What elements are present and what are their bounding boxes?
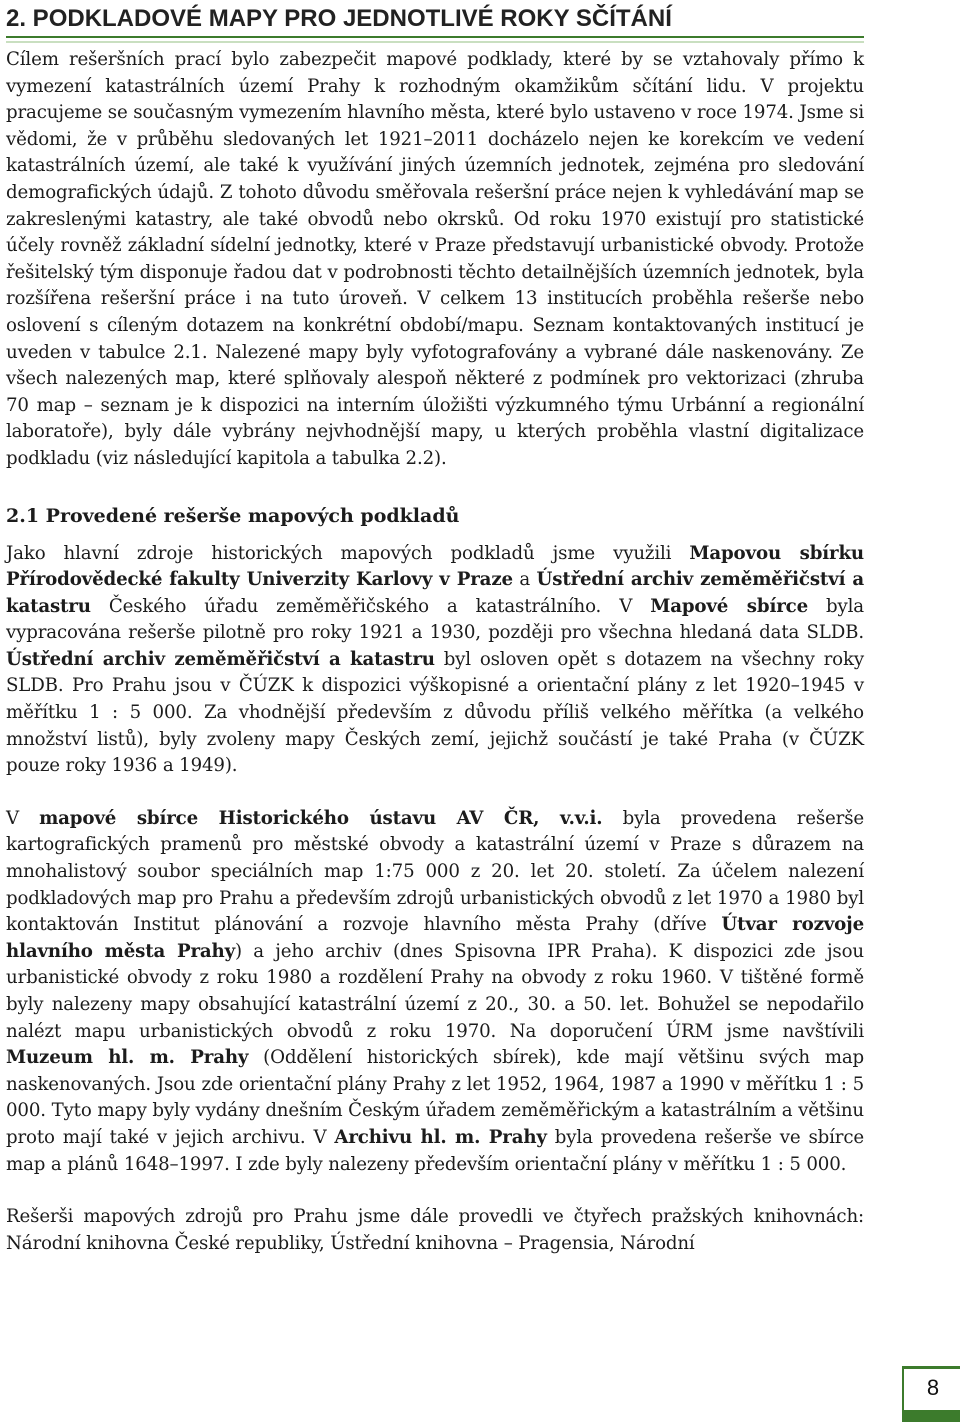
intro-sentence-2: Jsme si vědomi, že v průběhu sledovaných let 1921–2011 docházelo nejen ke korekcím ve vedení katastrálních území, ale také k využívání jiných územních jednotek, zejména pro sledování demografických údajů. Z tohoto důvodu směřovala rešeršní práce nejen k vyhledávání map se zakreslenými katastry, ale také obvodů nebo okrsků. Od roku 1970 existují pro statistické účely rovněž základní sídelní jednotky, které v Praze představují urbanistické obvody. Protože řešitelský tým disponuje řadou dat v podrobnosti těchto detailnějších územních jednotek, byla rozšířena rešeršní práce i na tuto úroveň. V celkem 13 institucích proběhla rešerše nebo oslovení s cíleným dotazem na konkrétní období/mapu. Seznam kontaktovaných institucí je uveden v tabulce 2.1. Nalezené mapy byly vyfotografovány a vybrané dále naskenovány. Ze všech nalezených map, které splňovaly alespoň některé z podmínek pro vektorizaci (zhruba 70 map – seznam je k dispozici na interním úložišti výzkumného týmu Urbánní a regionální laboratoře), byly dále vybrány nejvhodnější mapy, u kterých proběhla vlastní digitalizace podkladu (viz následující kapitola a tabulka 2.2). [6,102,865,469]
text-run: byla provedena rešerše kartografických pramenů pro městské obvody a katastrální území v Praze s důrazem na mnohalistový soubor speciálních map 1:75 000 z 20. let 20. století. Za účelem nalezení podkladových map pro Prahu a především zdrojů urbanistických obvodů z let 1970 a 1980 byl kontaktován Institut plánování a rozvoje hlavního města Prahy (dříve [6,807,864,936]
document-page [6,0,864,1257]
text-run: V [6,807,40,829]
text-run: Českého úřadu zeměměřičského a katastrálního. V [90,595,651,617]
chapter-title: 2. PODKLADOVÉ MAPY PRO JEDNOTLIVÉ ROKY SČÍTÁNÍ [6,2,864,38]
bold-institution: Archivu hl. m. Prahy [334,1126,547,1148]
text-run: ) a jeho archiv (dnes Spisovna IPR Praha). K dispozici zde jsou urbanistické obvody z roku 1980 a rozdělení Prahy na obvody z roku 1960. V tištěné formě byly nalezeny mapy obsahující katastrální území z 20., 30. a 50. let. Bohužel se nepodařilo nalézt mapu urbanistických obvodů z roku 1970. Na doporučení ÚRM jsme navštívili [6,940,864,1042]
text-run: (Oddělení historických sbírek), kde mají většinu svých map naskenovaných. Jsou zde orientační plány Prahy z let 1952, 1964, 1987 a 1990 v měřítku 1 : 5 000. Tyto mapy byly vydány dnešním Českým úřadem zeměměřickým a katastrálním a většinu proto mají také v jejich archivu. V [6,1047,865,1148]
intro-paragraph [6,47,864,473]
bold-institution: Ústřední archiv zeměměřičství a katastru [6,569,864,617]
text-run: a [512,569,537,591]
text-run: Jako hlavní zdroje historických mapových podkladů jsme využili [6,542,690,564]
text-run: byl osloven opět s dotazem na všechny roky SLDB. Pro Prahu jsou v ČÚZK k dispozici výškopisné a orientační plány z let 1920–1945 v měřítku 1 : 5 000. Za vhodnější především z důvodu příliš velkého měřítka (a velkého množství listů), byly zvoleny mapy Českých zemí, jejichž součástí je také Praha (v ČÚZK pouze roky 1936 a 1949). [6,648,864,777]
history-paragraph [6,806,864,1178]
bold-institution: Mapové sbírce [650,595,808,617]
title-underline [6,41,864,43]
intro-sentence-1: Cílem rešeršních prací bylo zabezpečit mapové podklady, které by se vztahovaly přímo k vymezení katastrálních území Prahy k rozhodným okamžikům sčítání lidu. V projektu pracujeme se současným vymezením hlavního města, které bylo ustaveno v roce 1974. [6,49,864,124]
bold-institution: Ústřední archiv zeměměřičství a katastru [6,648,435,670]
bold-institution: mapové sbírce Historického ústavu AV ČR, v.v.i. [39,807,603,829]
page-number: 8 [902,1366,960,1422]
bold-institution: Muzeum hl. m. Prahy [6,1047,249,1069]
libraries-paragraph: Rešerši mapových zdrojů pro Prahu jsme dále provedli ve čtyřech pražských knihovnách: Národní knihovna České republiky, Ústřední knihovna – Pragensia, Národní [6,1206,864,1254]
sources-paragraph [6,541,864,780]
section-heading: 2.1 Provedené rešerše mapových podkladů [6,504,460,527]
text-run: byla provedena rešerše ve sbírce map a plánů 1648–1997. I zde byly nalezeny především orientační plány v měřítku 1 : 5 000. [6,1126,864,1175]
text-run: byla vypracována rešerše pilotně pro roky 1921 a 1930, později pro všechna hledaná data SLDB. [6,595,864,644]
bold-institution: Útvar rozvoje hlavního města Prahy [6,914,864,962]
bold-institution: Mapovou sbírku Přírodovědecké fakulty Univerzity Karlovy v Praze [6,542,864,591]
